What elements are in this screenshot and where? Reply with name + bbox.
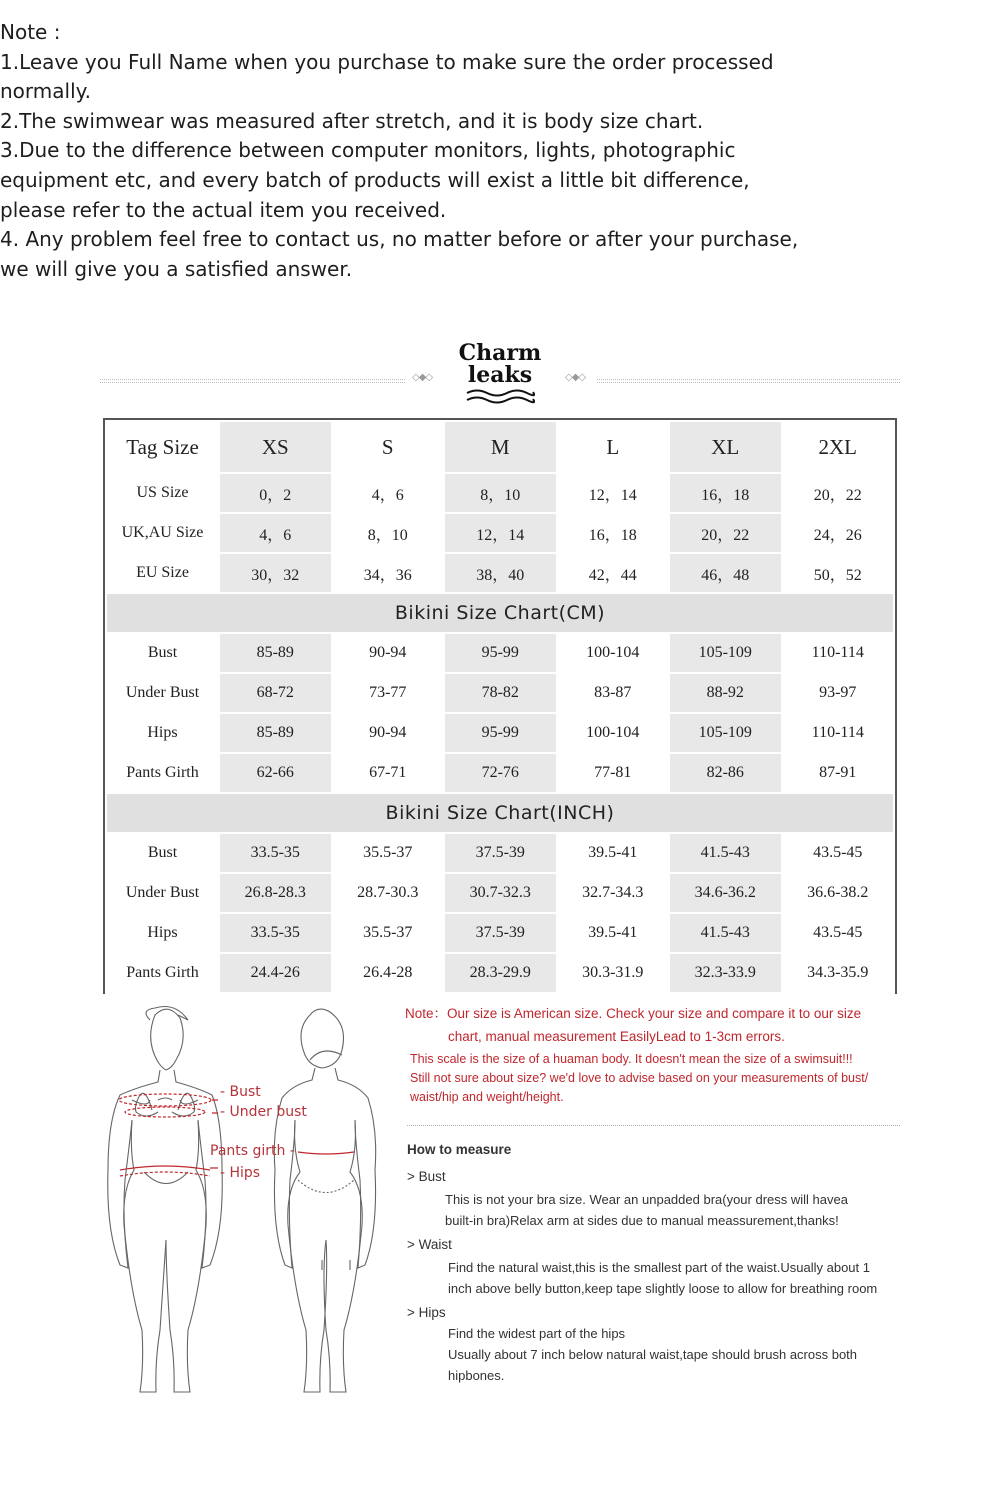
bust-heading: > Bust <box>407 1169 446 1184</box>
size-note-line-1: Note：Our size is American size. Check your size and compare it to our size <box>405 1006 862 1021</box>
table-cell: 0，2 <box>219 473 332 513</box>
bust-instructions <box>405 1189 905 1231</box>
table-cell: 41.5-43 <box>669 913 782 953</box>
note-line-2: 2.The swimwear was measured after stretch, and it is body size chart. <box>0 108 704 133</box>
waist-text-2: inch above belly button,keep tape slightly loose to allow for breathing room <box>448 1281 878 1296</box>
table-cell: 46，48 <box>669 553 782 593</box>
table-cell: 35.5-37 <box>332 833 445 873</box>
table-cell: 88-92 <box>669 673 782 713</box>
size-header-cell: XL <box>669 421 782 473</box>
table-cell: 20，22 <box>669 513 782 553</box>
row-label: Pants Girth <box>106 753 219 793</box>
logo-line-2: leaks <box>467 362 533 388</box>
table-cell: 16，18 <box>669 473 782 513</box>
bust-text-1: This is not your bra size. Wear an unpadded bra(your dress will havea <box>445 1192 848 1207</box>
table-row <box>106 953 894 993</box>
row-label: US Size <box>106 473 219 513</box>
notes-title: Note : <box>0 20 61 44</box>
table-cell: 72-76 <box>444 753 557 793</box>
scale-note-line-1: This scale is the size of a huaman body. It doesn't mean the size of a swimsuit!!! <box>410 1052 853 1066</box>
table-cell: 33.5-35 <box>219 833 332 873</box>
inch-section-title-row <box>106 793 894 833</box>
row-label: Bust <box>106 833 219 873</box>
table-cell: 34，36 <box>332 553 445 593</box>
table-cell: 4，6 <box>332 473 445 513</box>
table-cell: 50，52 <box>782 553 895 593</box>
table-cell: 12，14 <box>444 513 557 553</box>
table-cell: 43.5-45 <box>782 833 895 873</box>
table-cell: 42，44 <box>557 553 670 593</box>
table-cell: 4，6 <box>219 513 332 553</box>
row-label: Hips <box>106 913 219 953</box>
divider-right <box>597 379 900 383</box>
table-cell: 30.7-32.3 <box>444 873 557 913</box>
table-cell: 26.4-28 <box>332 953 445 993</box>
size-header-cell: L <box>557 421 670 473</box>
table-cell: 85-89 <box>219 633 332 673</box>
table-row <box>106 753 894 793</box>
row-label: Bust <box>106 633 219 673</box>
table-cell: 38，40 <box>444 553 557 593</box>
cm-section-title: Bikini Size Chart(CM) <box>106 593 894 633</box>
tag-size-header: Tag Size <box>106 421 219 473</box>
size-note <box>405 1002 905 1048</box>
table-row <box>106 633 894 673</box>
table-row <box>106 553 894 593</box>
row-label: Pants Girth <box>106 953 219 993</box>
table-cell: 105-109 <box>669 633 782 673</box>
table-cell: 85-89 <box>219 713 332 753</box>
table-cell: 82-86 <box>669 753 782 793</box>
size-chart <box>103 418 897 994</box>
table-cell: 28.7-30.3 <box>332 873 445 913</box>
scale-note <box>405 1050 905 1107</box>
table-row <box>106 833 894 873</box>
table-row <box>106 473 894 513</box>
wave-icon <box>465 388 535 406</box>
row-label: UK,AU Size <box>106 513 219 553</box>
table-cell: 32.7-34.3 <box>557 873 670 913</box>
table-cell: 35.5-37 <box>332 913 445 953</box>
label-under-bust: - Under bust <box>220 1104 307 1120</box>
table-cell: 34.6-36.2 <box>669 873 782 913</box>
how-to-measure-heading: How to measure <box>407 1142 512 1157</box>
note-line-4: 4. Any problem feel free to contact us, no matter before or after your purchase, we will give you a satisfied answer. <box>0 227 799 281</box>
table-cell: 67-71 <box>332 753 445 793</box>
table-cell: 32.3-33.9 <box>669 953 782 993</box>
table-cell: 37.5-39 <box>444 913 557 953</box>
table-cell: 20，22 <box>782 473 895 513</box>
table-cell: 36.6-38.2 <box>782 873 895 913</box>
table-cell: 26.8-28.3 <box>219 873 332 913</box>
table-cell: 95-99 <box>444 633 557 673</box>
table-cell: 24.4-26 <box>219 953 332 993</box>
table-row <box>106 873 894 913</box>
cm-section-title-row <box>106 593 894 633</box>
hips-text-3: hipbones. <box>448 1368 505 1383</box>
table-cell: 78-82 <box>444 673 557 713</box>
info-panel <box>405 1002 905 1386</box>
hips-text-2: Usually about 7 inch below natural waist,tape should brush across both <box>448 1347 858 1362</box>
table-cell: 43.5-45 <box>782 913 895 953</box>
size-header-cell: S <box>332 421 445 473</box>
label-bust: - Bust <box>220 1084 261 1100</box>
scale-note-line-2: Still not sure about size? we'd love to advise based on your measurements of bust/ <box>410 1071 869 1085</box>
table-row <box>106 713 894 753</box>
table-cell: 83-87 <box>557 673 670 713</box>
bust-text-2: built-in bra)Relax arm at sides due to manual meassurement,thanks! <box>445 1213 839 1228</box>
table-cell: 73-77 <box>332 673 445 713</box>
table-cell: 39.5-41 <box>557 913 670 953</box>
table-cell: 41.5-43 <box>669 833 782 873</box>
body-measurement-illustration <box>100 1000 400 1400</box>
note-line-3: 3.Due to the difference between computer monitors, lights, photographic equipment etc, and every batch of products will exist a little bit difference, please refer to the actual item you received. <box>0 138 750 222</box>
label-pants-girth: Pants girth - <box>210 1143 295 1159</box>
table-cell: 30.3-31.9 <box>557 953 670 993</box>
size-note-line-2: chart, manual measurement EasilyLead to 1-3cm errors. <box>448 1029 785 1044</box>
table-cell: 24，26 <box>782 513 895 553</box>
body-figure <box>100 1000 400 1400</box>
table-cell: 90-94 <box>332 713 445 753</box>
brand-logo <box>445 342 555 406</box>
hips-heading: > Hips <box>407 1305 446 1320</box>
row-label: EU Size <box>106 553 219 593</box>
table-row <box>106 513 894 553</box>
table-header-row <box>106 421 894 473</box>
table-cell: 34.3-35.9 <box>782 953 895 993</box>
logo-line-1: Charm <box>458 340 542 366</box>
hips-instructions <box>405 1323 905 1386</box>
waist-instructions <box>405 1257 905 1299</box>
table-cell: 100-104 <box>557 713 670 753</box>
table-row <box>106 913 894 953</box>
size-chart-table <box>105 420 895 994</box>
label-hips: - Hips <box>220 1165 261 1181</box>
table-cell: 90-94 <box>332 633 445 673</box>
row-label: Hips <box>106 713 219 753</box>
table-row <box>106 673 894 713</box>
note-line-1: 1.Leave you Full Name when you purchase to make sure the order processed normally. <box>0 49 774 104</box>
table-cell: 95-99 <box>444 713 557 753</box>
waist-text-1: Find the natural waist,this is the smallest part of the waist.Usually about 1 <box>448 1260 870 1275</box>
table-cell: 100-104 <box>557 633 670 673</box>
waist-heading: > Waist <box>407 1237 452 1252</box>
table-cell: 33.5-35 <box>219 913 332 953</box>
size-header-cell: M <box>444 421 557 473</box>
row-label: Under Bust <box>106 673 219 713</box>
table-cell: 8，10 <box>332 513 445 553</box>
table-cell: 68-72 <box>219 673 332 713</box>
table-cell: 37.5-39 <box>444 833 557 873</box>
table-cell: 93-97 <box>782 673 895 713</box>
table-cell: 105-109 <box>669 713 782 753</box>
table-cell: 28.3-29.9 <box>444 953 557 993</box>
ornament-left-icon: ◇◆◇ <box>412 372 433 383</box>
inch-section-title: Bikini Size Chart(INCH) <box>106 793 894 833</box>
table-cell: 77-81 <box>557 753 670 793</box>
table-cell: 8，10 <box>444 473 557 513</box>
hips-text-1: Find the widest part of the hips <box>448 1326 626 1341</box>
brand-header <box>100 342 900 412</box>
size-header-cell: XS <box>219 421 332 473</box>
scale-note-line-3: waist/hip and weight/height. <box>410 1090 564 1104</box>
table-cell: 110-114 <box>782 713 895 753</box>
ornament-right-icon: ◇◆◇ <box>565 372 586 383</box>
row-label: Under Bust <box>106 873 219 913</box>
table-cell: 30，32 <box>219 553 332 593</box>
divider-left <box>100 379 405 383</box>
table-cell: 39.5-41 <box>557 833 670 873</box>
table-cell: 12，14 <box>557 473 670 513</box>
table-cell: 16，18 <box>557 513 670 553</box>
size-header-cell: 2XL <box>782 421 895 473</box>
table-cell: 62-66 <box>219 753 332 793</box>
info-divider <box>407 1125 900 1126</box>
table-cell: 87-91 <box>782 753 895 793</box>
notes-section <box>0 18 800 284</box>
table-cell: 110-114 <box>782 633 895 673</box>
